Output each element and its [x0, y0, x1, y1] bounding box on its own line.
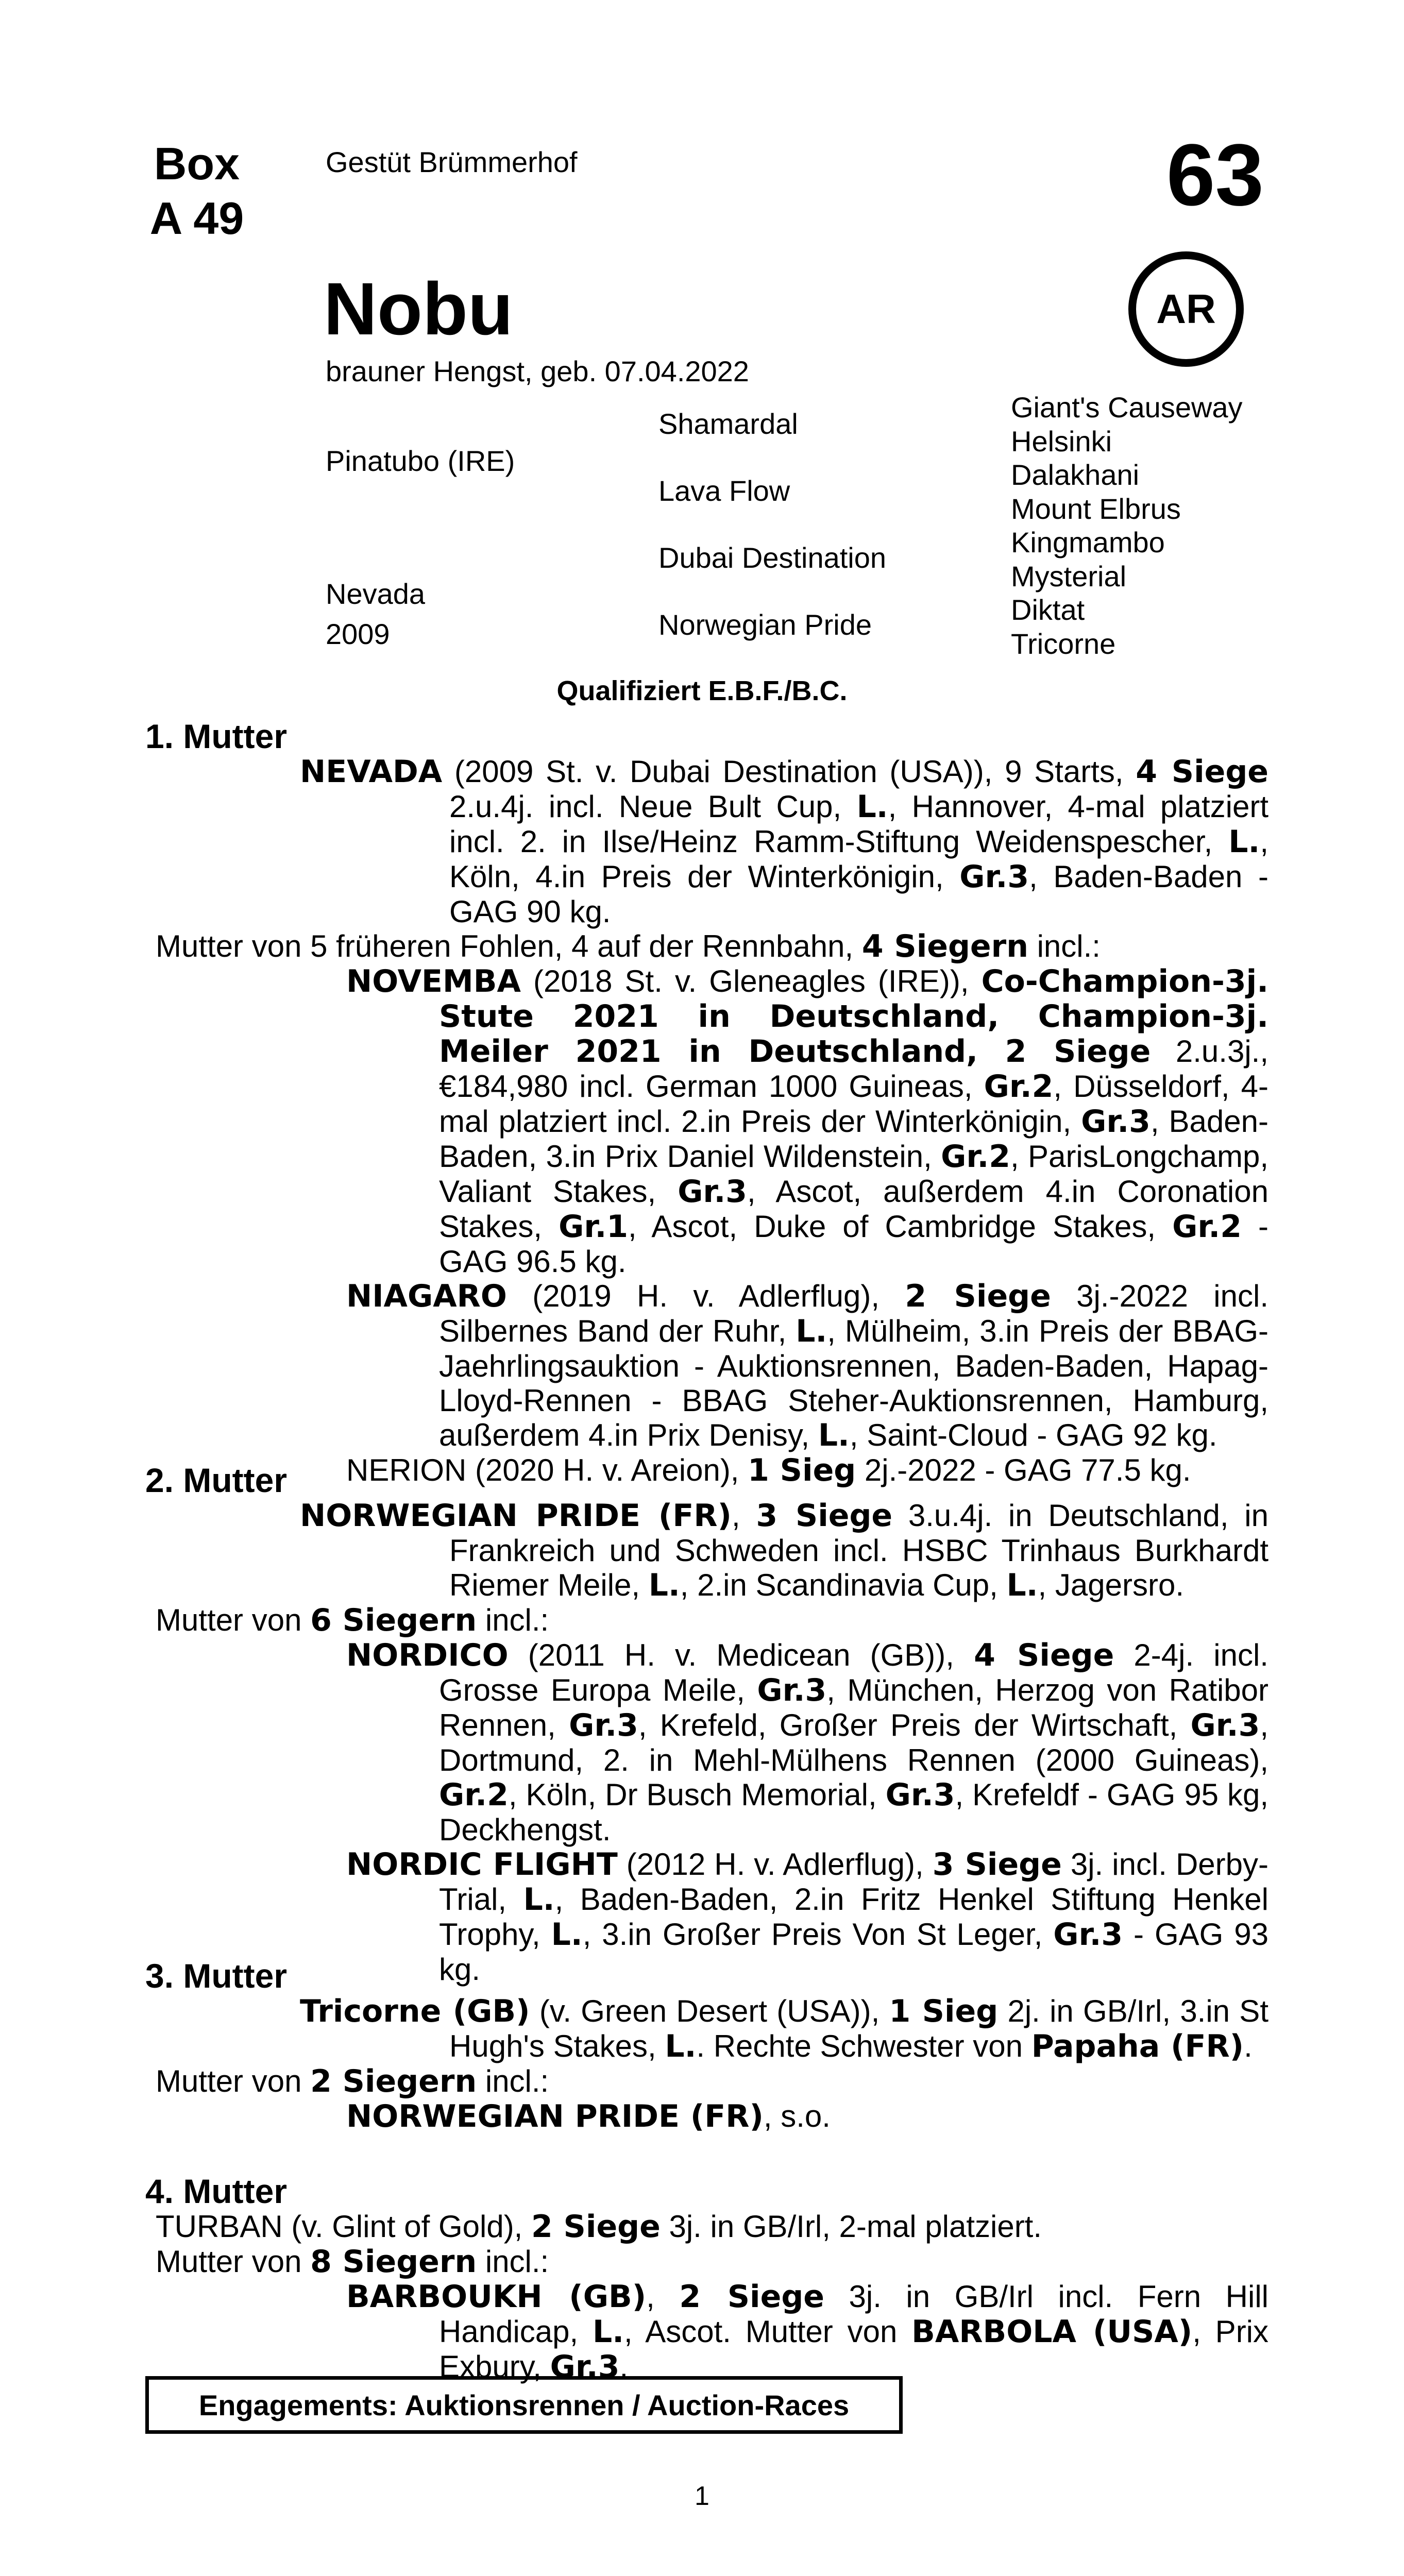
section-title: 1. Mutter: [145, 717, 287, 755]
breeder: Gestüt Brümmerhof: [326, 146, 578, 178]
dam-entry: NORWEGIAN PRIDE (FR), 3 Siege 3.u.4j. in Deutschland, in Frankreich und Schweden incl. HSBC Trinhaus Burkhardt Riemer Meile, L., 2.in Scandinavia Cup, L., Jagersro.: [300, 1498, 1268, 1603]
pedigree-great-grandparent: Tricorne: [1011, 627, 1116, 660]
box-line-2: A 49: [149, 193, 244, 244]
lot-number: 63: [1166, 126, 1264, 224]
section-third-dam: [145, 1958, 1268, 2134]
pedigree-grandparent: Dubai Destination: [658, 541, 887, 574]
produce-entry: NERION (2020 H. v. Areion), 1 Sieg 2j.-2022 - GAG 77.5 kg.: [346, 1452, 1191, 1488]
produce-entry: NOVEMBA (2018 St. v. Gleneagles (IRE)), Co-Champion-3j. Stute 2021 in Deutschland, Champion-3j. Meiler 2021 in Deutschland, 2 Siege 2.u.3j., €184,980 incl. German 1000 Guineas, Gr.2, Düsseldorf, 4-mal platziert incl. 2.in Preis der Winterkönigin, Gr.3, Baden-Baden, 3.in Prix Daniel Wildenstein, Gr.2, ParisLongchamp, Valiant Stakes, Gr.3, Ascot, außerdem 4.in Coronation Stakes, Gr.1, Ascot, Duke of Cambridge Stakes, Gr.2 - GAG 96.5 kg.: [346, 963, 1269, 1279]
qualification: Qualifiziert E.B.F./B.C.: [556, 675, 848, 706]
pedigree-great-grandparent: Kingmambo: [1011, 526, 1165, 558]
horse-description: brauner Hengst, geb. 07.04.2022: [326, 355, 749, 387]
pedigree-great-grandparent: Diktat: [1011, 594, 1085, 626]
pedigree-dam-year: 2009: [326, 618, 390, 650]
pedigree-grandparent: Norwegian Pride: [658, 608, 872, 641]
ar-badge: AR: [1128, 251, 1244, 367]
pedigree-grandparent: Shamardal: [658, 408, 798, 440]
section-second-dam: [145, 1462, 1268, 1987]
produce-summary: Mutter von 6 Siegern incl.:: [156, 1602, 549, 1638]
horse-name: Nobu: [324, 267, 513, 350]
section-fourth-dam: [145, 2173, 1268, 2384]
section-title: 4. Mutter: [145, 2172, 287, 2210]
pedigree-sire: Pinatubo (IRE): [326, 445, 515, 477]
dam-entry: NEVADA (2009 St. v. Dubai Destination (USA)), 9 Starts, 4 Siege 2.u.4j. incl. Neue Bult Cup, L., Hannover, 4-mal platziert incl. 2. in Ilse/Heinz Ramm-Stiftung Weidenspescher, L., Köln, 4.in Preis der Winterkönigin, Gr.3, Baden-Baden - GAG 90 kg.: [300, 754, 1269, 929]
section-first-dam: [145, 718, 1268, 1488]
produce-entry: NORDIC FLIGHT (2012 H. v. Adlerflug), 3 Siege 3j. incl. Derby-Trial, L., Baden-Baden, 2.in Fritz Henkel Stiftung Henkel Trophy, L., 3.in Großer Preis Von St Leger, Gr.3 - GAG 93 kg.: [346, 1846, 1268, 1987]
produce-entry: NORWEGIAN PRIDE (FR), s.o.: [346, 2098, 831, 2134]
produce-entry: BARBOUKH (GB), 2 Siege 3j. in GB/Irl incl. Fern Hill Handicap, L., Ascot. Mutter von BARBOLA (USA), Prix Exbury, Gr.3.: [346, 2279, 1269, 2385]
section-title: 3. Mutter: [145, 1957, 287, 1995]
pedigree-dam: Nevada: [326, 578, 426, 610]
section-title: 2. Mutter: [145, 1461, 287, 1499]
pedigree-great-grandparent: Mount Elbrus: [1011, 492, 1181, 525]
page-number: 1: [695, 2481, 709, 2511]
produce-summary: Mutter von 2 Siegern incl.:: [156, 2063, 549, 2099]
pedigree-great-grandparents: [1011, 391, 1243, 660]
produce-entry: NORDICO (2011 H. v. Medicean (GB)), 4 Siege 2-4j. incl. Grosse Europa Meile, Gr.3, München, Herzog von Ratibor Rennen, Gr.3, Krefeld, Großer Preis der Wirtschaft, Gr.3, Dortmund, 2. in Mehl-Mülhens Rennen (2000 Guineas), Gr.2, Köln, Dr Busch Memorial, Gr.3, Krefeldf - GAG 95 kg, Deckhengst.: [346, 1637, 1269, 1847]
pedigree-great-grandparent: Helsinki: [1011, 425, 1112, 457]
engagements-box: Engagements: Auktionsrennen / Auction-Races: [145, 2376, 903, 2434]
dam-entry: Tricorne (GB) (v. Green Desert (USA)), 1 Sieg 2j. in GB/Irl, 3.in St Hugh's Stakes, L.. Rechte Schwester von Papaha (FR).: [300, 1993, 1269, 2064]
produce-summary: Mutter von 8 Siegern incl.:: [156, 2244, 549, 2280]
box-label: [145, 137, 248, 246]
produce-entry: NIAGARO (2019 H. v. Adlerflug), 2 Siege 3j.-2022 incl. Silbernes Band der Ruhr, L., Mülheim, 3.in Preis der BBAG-Jaehrlingsauktion - Auktionsrennen, Baden-Baden, Hapag-Lloyd-Rennen - BBAG Steher-Auktionsrennen, Hamburg, außerdem 4.in Prix Denisy, L., Saint-Cloud - GAG 92 kg.: [346, 1278, 1268, 1453]
box-line-1: Box: [154, 138, 240, 189]
pedigree-great-grandparent: Giant's Causeway: [1011, 391, 1243, 423]
pedigree-great-grandparent: Dalakhani: [1011, 459, 1140, 491]
dam-entry: TURBAN (v. Glint of Gold), 2 Siege 3j. in GB/Irl, 2-mal platziert.: [156, 2209, 1042, 2245]
pedigree-grandparent: Lava Flow: [658, 474, 790, 507]
produce-summary: Mutter von 5 früheren Fohlen, 4 auf der Rennbahn, 4 Siegern incl.:: [156, 928, 1101, 964]
pedigree-great-grandparent: Mysterial: [1011, 560, 1127, 592]
